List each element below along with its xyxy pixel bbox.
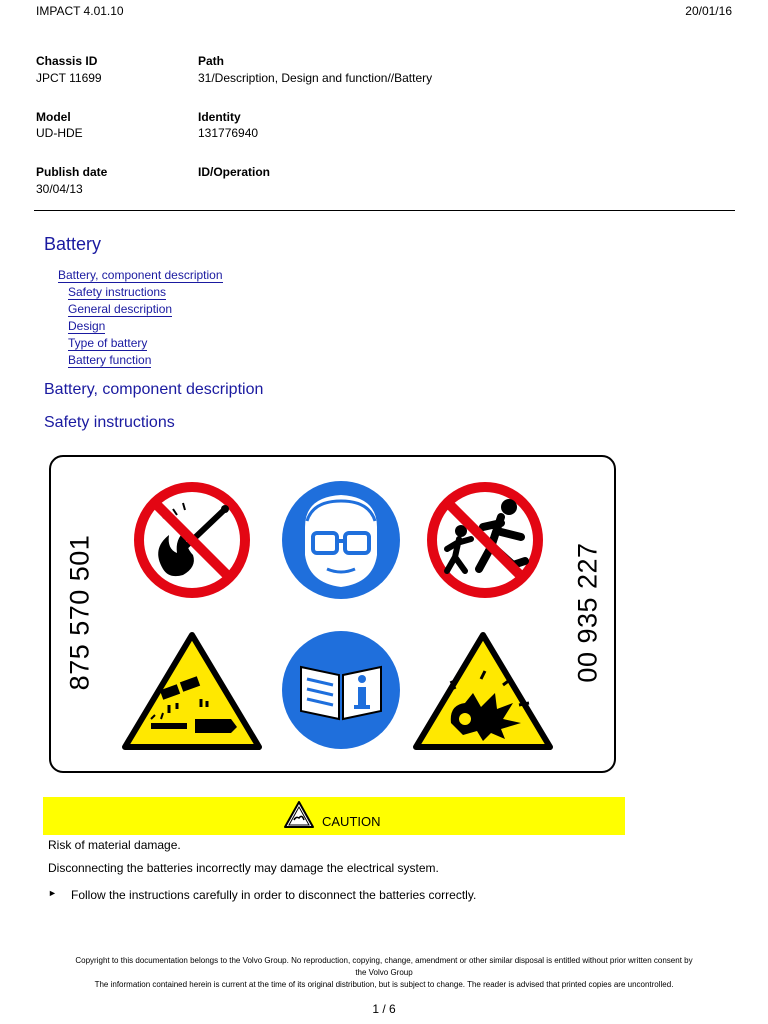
- model-label: Model: [36, 110, 71, 124]
- wear-eye-protection-icon: [282, 481, 400, 599]
- no-open-flame-icon: [139, 487, 245, 593]
- toc-link-general-description[interactable]: General description: [68, 302, 173, 316]
- page-number: 1 / 6: [372, 1002, 396, 1016]
- identity-label: Identity: [198, 110, 241, 124]
- caution-warning-icon: [283, 800, 315, 830]
- step-bullet-icon: ►: [48, 888, 57, 898]
- header-divider: [34, 210, 735, 211]
- battery-safety-label: [49, 455, 616, 773]
- identity-value: 131776940: [198, 126, 259, 140]
- toc-link-design[interactable]: Design: [68, 319, 106, 333]
- toc-link-safety-instructions[interactable]: Safety instructions: [68, 285, 167, 299]
- explosive-warning-icon: [416, 635, 550, 747]
- toc-link-battery-function[interactable]: Battery function: [68, 353, 152, 367]
- model-value: UD-HDE: [36, 126, 83, 140]
- path-label: Path: [198, 54, 225, 68]
- footer-copyright: [24, 955, 744, 991]
- footer-copyright-line2: the Volvo Group: [355, 968, 413, 977]
- chassis-id-label: Chassis ID: [36, 54, 98, 68]
- keep-children-away-icon: [432, 487, 538, 593]
- page-title: Battery: [44, 234, 102, 254]
- corrosive-warning-icon: [125, 635, 259, 747]
- caution-banner: [43, 797, 625, 835]
- print-date: 20/01/16: [685, 4, 732, 18]
- publish-date-value: 30/04/13: [36, 182, 83, 196]
- id-operation-label: ID/Operation: [198, 165, 271, 179]
- path-value: 31/Description, Design and function//Battery: [198, 71, 433, 85]
- toc-link-type-of-battery[interactable]: Type of battery: [68, 336, 148, 350]
- footer-disclaimer: The information contained herein is current at the time of its original distribution, but is subject to change. The reader is advised that printed copies are uncontrolled.: [94, 980, 674, 989]
- caution-label: CAUTION: [322, 814, 381, 829]
- publish-date-label: Publish date: [36, 165, 108, 179]
- caution-step-text: Follow the instructions carefully in order to disconnect the batteries correctly.: [71, 888, 477, 902]
- read-instructions-icon: [282, 631, 400, 749]
- app-version: IMPACT 4.01.10: [36, 4, 124, 18]
- toc-link-component-description[interactable]: Battery, component description: [58, 268, 223, 282]
- label-part-number-left: 875 570 501: [64, 534, 95, 691]
- caution-description: Disconnecting the batteries incorrectly may damage the electrical system.: [48, 861, 439, 875]
- section-heading-safety-instructions: Safety instructions: [44, 414, 175, 431]
- footer-copyright-line1: Copyright to this documentation belongs to the Volvo Group. No reproduction, copying, change, amendment or other similar disposal is entitled without prior written consent by: [75, 956, 693, 965]
- safety-pictograms: [51, 457, 613, 770]
- label-part-number-right: 00 935 227: [572, 542, 603, 683]
- chassis-id-value: JPCT 11699: [36, 71, 102, 85]
- section-heading-component-description: Battery, component description: [44, 381, 264, 398]
- caution-risk-text: Risk of material damage.: [48, 838, 181, 852]
